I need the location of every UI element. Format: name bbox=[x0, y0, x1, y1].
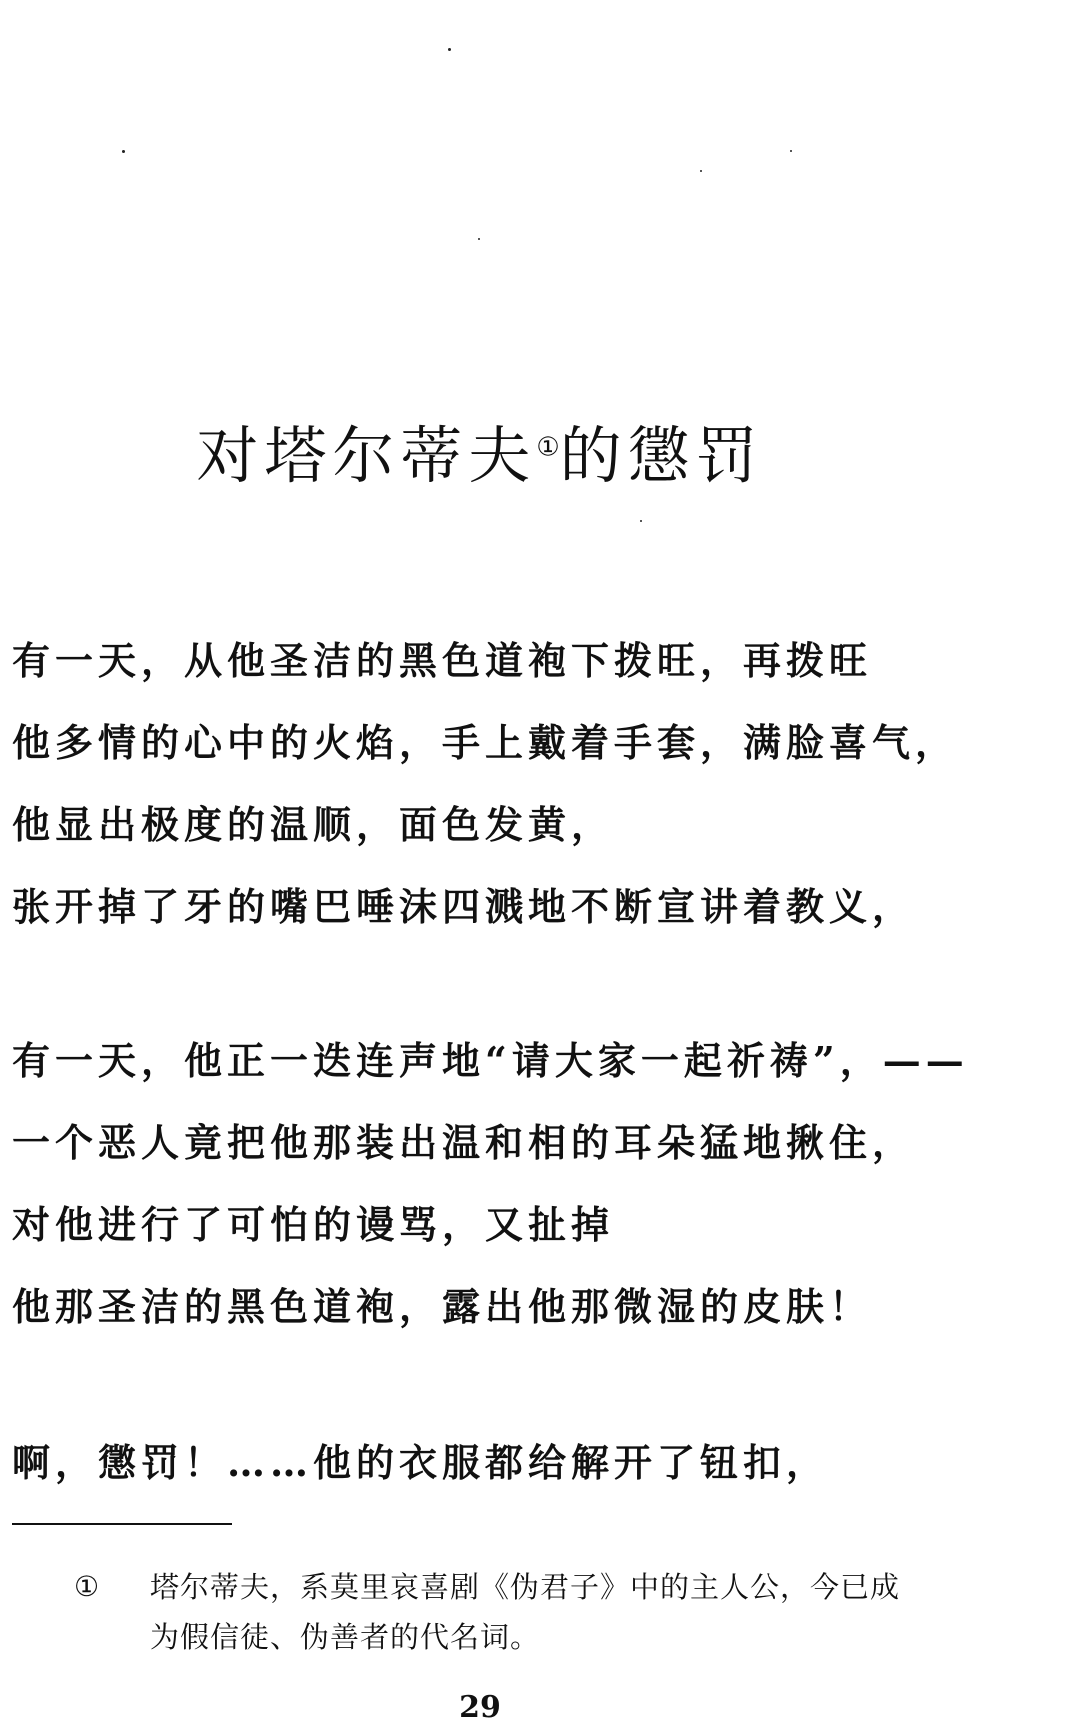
poem-title-suffix: 的懲罚 bbox=[559, 419, 764, 492]
print-speck bbox=[448, 48, 451, 51]
print-speck bbox=[122, 150, 125, 153]
stanza-3 bbox=[12, 1422, 972, 1504]
page-number: 29 bbox=[459, 1690, 501, 1725]
footnote-divider bbox=[12, 1523, 232, 1525]
poem-line: 他多情的心中的火焰，手上戴着手套，满脸喜气， bbox=[12, 720, 959, 765]
footnote-mark: ① bbox=[74, 1570, 101, 1603]
poem-line: 对他进行了可怕的谩骂，又扯掉 bbox=[12, 1202, 615, 1247]
print-speck bbox=[700, 170, 702, 172]
footnote bbox=[74, 1562, 974, 1662]
poem-line: 他那圣洁的黑色道袍，露出他那微湿的皮肤！ bbox=[12, 1284, 873, 1329]
poem-title-text: 对塔尔蒂夫 bbox=[196, 419, 537, 492]
stanza-1 bbox=[12, 620, 972, 948]
stanza-2 bbox=[12, 1020, 972, 1348]
footnote-line: 为假信徒、伪善者的代名词。 bbox=[150, 1620, 541, 1654]
poem-line: 张开掉了牙的嘴巴唾沫四溅地不断宣讲着教义， bbox=[12, 884, 916, 929]
print-speck bbox=[478, 238, 480, 240]
poem-line: 有一天，他正一迭连声地“请大家一起祈祷”，—— bbox=[12, 1038, 969, 1083]
print-speck bbox=[640, 520, 642, 522]
poem-line: 啊，懲罚！……他的衣服都给解开了钮扣， bbox=[12, 1440, 830, 1485]
poem-line: 他显出极度的温顺，面色发黄， bbox=[12, 802, 615, 847]
poem-line: 有一天，从他圣洁的黑色道袍下拨旺，再拨旺 bbox=[12, 638, 873, 683]
footnote-line: 塔尔蒂夫，系莫里哀喜剧《伪君子》中的主人公，今已成 bbox=[150, 1570, 901, 1604]
poem-line: 一个恶人竟把他那装出温和相的耳朵猛地揪住， bbox=[12, 1120, 916, 1165]
poem-title bbox=[0, 419, 960, 492]
title-footnote-ref: ① bbox=[536, 432, 560, 463]
print-speck bbox=[790, 150, 792, 152]
